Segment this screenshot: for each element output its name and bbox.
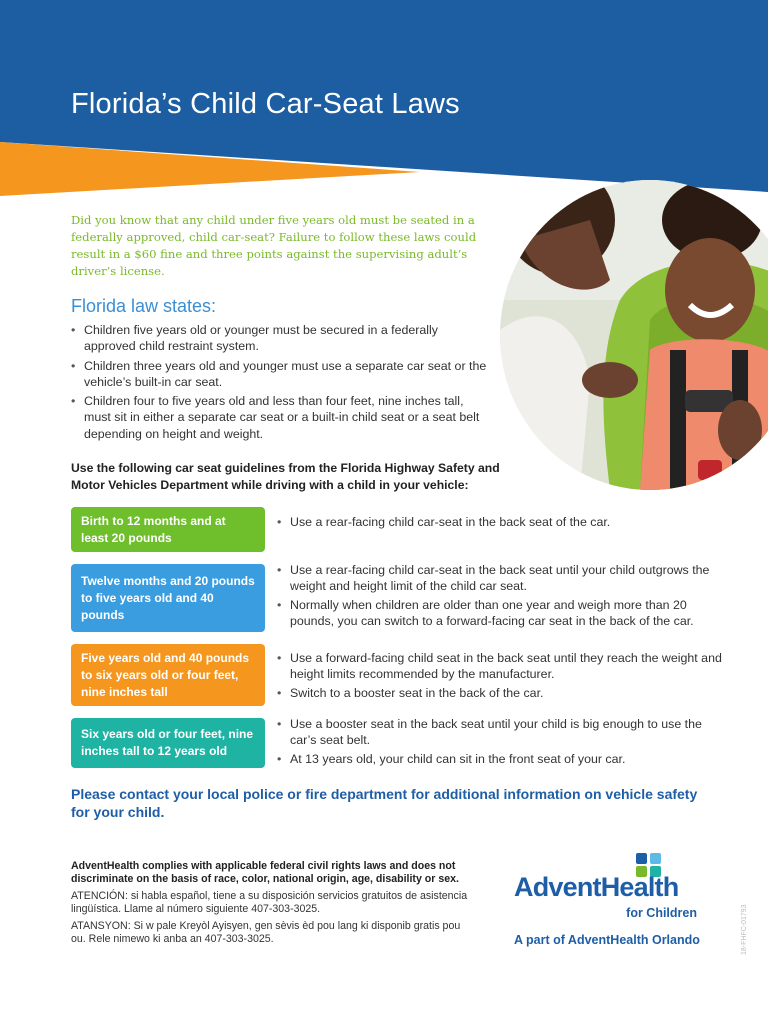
law-list bbox=[71, 322, 491, 445]
age-group-tips bbox=[277, 562, 727, 631]
law-heading: Florida law states: bbox=[71, 296, 217, 316]
contact-statement: Please contact your local police or fire department for additional information on vehicle safety for your child. bbox=[71, 786, 698, 820]
law-item: • Children three years old and younger must use a separate car seat or the vehicle’s built-in car seat. bbox=[71, 358, 491, 391]
page-title: Florida’s Child Car-Seat Laws bbox=[71, 88, 460, 120]
tip-item: • Use a booster seat in the back seat until your child is big enough to use the car’s seat belt. bbox=[277, 716, 727, 749]
law-item: • Children four to five years old and less than four feet, nine inches tall, must sit in either a separate car seat or a built-in child seat or a seat belt depending on height and weight. bbox=[71, 393, 491, 442]
logo-wordmark: AdventHealth bbox=[514, 872, 679, 902]
age-group-box-5-6-years bbox=[71, 644, 265, 706]
adventhealth-logo bbox=[514, 852, 714, 962]
guidelines-intro: Use the following car seat guidelines from the Florida Highway Safety and Motor Vehicles Department while driving with a child in your vehicle: bbox=[71, 461, 500, 492]
tip-item: • At 13 years old, your child can sit in the front seat of your car. bbox=[277, 751, 727, 767]
age-group-label: Five years old and 40 pounds to six years old or four feet, nine inches tall bbox=[81, 650, 250, 699]
intro-paragraph: Did you know that any child under five years old must be seated in a federally approved, child car-seat? Failure to follow these laws could result in a $60 fine and three points against the supervising adult’s driver’s license. bbox=[71, 213, 477, 278]
child-car-seat-photo bbox=[500, 180, 768, 490]
age-group-label: Six years old or four feet, nine inches tall to 12 years old bbox=[81, 727, 254, 758]
age-group-box-6-12-years bbox=[71, 718, 265, 768]
tip-item: • Use a forward-facing child seat in the back seat until they reach the weight and height limits recommended by the manufacturer. bbox=[277, 650, 727, 683]
age-group-label: Birth to 12 months and at least 20 pounds bbox=[81, 513, 226, 545]
tip-item: • Use a rear-facing child car-seat in the back seat of the car. bbox=[277, 514, 727, 530]
spanish-notice: ATENCIÓN: si habla español, tiene a su disposición servicios gratuitos de asistencia lingüística. Llame al número siguiente 407-303-3025. bbox=[71, 890, 468, 915]
tip-item: • Normally when children are older than one year and weigh more than 20 pounds, you can switch to a forward-facing car seat in the back of the car. bbox=[277, 597, 727, 630]
creole-notice: ATANSYON: Si w pale Kreyòl Ayisyen, gen sèvis èd pou lang ki disponib gratis pou ou. Rele nimewo ki anba an 407-303-3025. bbox=[71, 920, 461, 945]
logo-affiliation: A part of AdventHealth Orlando bbox=[514, 933, 700, 947]
age-group-tips bbox=[277, 716, 727, 769]
age-group-tips bbox=[277, 514, 727, 532]
tip-item: • Use a rear-facing child car-seat in the back seat until your child outgrows the weight and height limit of the child car seat. bbox=[277, 562, 727, 595]
age-group-tips bbox=[277, 650, 727, 703]
law-item: • Children five years old or younger must be secured in a federally approved child restraint system. bbox=[71, 322, 491, 355]
age-group-label: Twelve months and 20 pounds to five years old and 40 pounds bbox=[81, 573, 255, 622]
nondiscrimination-notice: AdventHealth complies with applicable federal civil rights laws and does not discriminate on the basis of race, color, national origin, age, disability or sex. bbox=[71, 860, 459, 885]
tip-item: • Switch to a booster seat in the back of the car. bbox=[277, 685, 727, 701]
age-group-box-12-months-5-years bbox=[71, 564, 265, 632]
logo-subtitle: for Children bbox=[626, 906, 697, 920]
document-code: 18-FHFC-01793 bbox=[741, 904, 748, 955]
age-group-box-birth-12-months bbox=[71, 507, 265, 552]
legal-notice bbox=[71, 860, 471, 950]
